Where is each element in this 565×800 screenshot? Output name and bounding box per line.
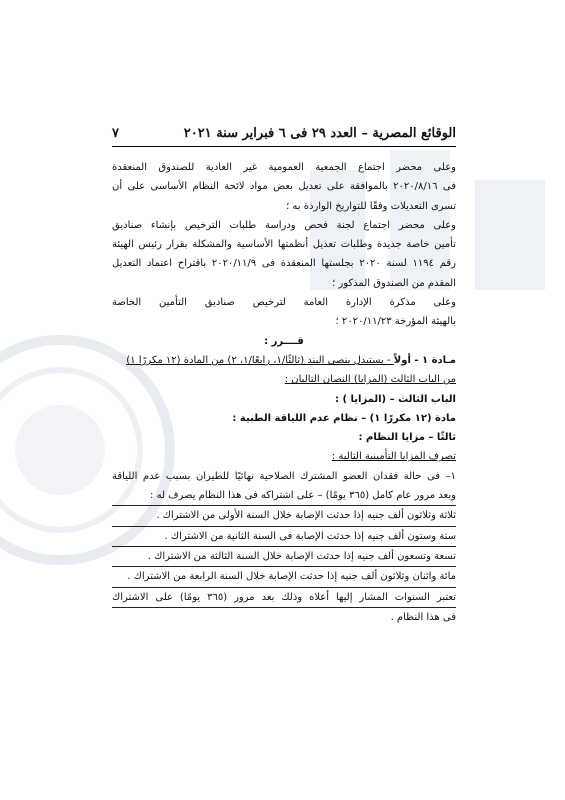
decree-heading: قــــرر :: [264, 335, 304, 347]
text-line: بالهيئة المؤرخة ٢٠٢٠/١١/٢٣ ؛: [335, 316, 456, 328]
article-12bis-heading: مادة (١٢ مكررًا ١) – نظام عدم اللياقة الطبية :: [232, 412, 456, 424]
text-line: من الباب الثالث (المزايا) النصان التاليان :: [284, 374, 456, 386]
text-line: وعلى محضر اجتماع لجنة فحص ودراسة طلبات الترخيص بإنشاء صناديق: [112, 219, 456, 231]
text-line: وعلى مذكرة الإدارة العامة لترخيص صناديق التأمين الخاصة: [112, 297, 456, 309]
text-line: تعتبر السنوات المشار إليها أعلاه وذلك بعد مرور (٣٦٥ يومًا) على الاشتراك: [112, 588, 456, 608]
text-line: تصرف المزايا التأمينية التالية :: [331, 451, 456, 463]
text-line: فى ٢٠٢٠/٨/١٦ بالموافقة على تعديل بعض مواد لائحة النظام الأساسى على أن: [112, 181, 456, 193]
article-1-text: - يستبدل بنصى البند (ثالثًا/١، رابعًا/١، ٢) من المادة (١٢ مكررًا ١): [126, 354, 394, 366]
chapter-heading: الباب الثالث – (المزايا ) :: [334, 393, 456, 405]
page-number: ٧: [112, 126, 119, 141]
list-item: ثلاثة وثلاثون ألف جنيه إذا حدثت الإصابة خلال السنة الأولى من الاشتراك .: [112, 506, 456, 526]
text-line: ١– فى حالة فقدان العضو المشترك الصلاحية نهائيًا للطيران بسبب عدم اللياقة: [112, 470, 456, 482]
list-item: ستة وستون ألف جنيه إذا حدثت الإصابة فى السنة الثانية من الاشتراك .: [112, 527, 456, 547]
article-1-line: [112, 351, 456, 370]
text-line: رقم ١١٩٤ لسنة ٢٠٢٠ بجلستها المنعقدة فى ٢٠٢٠/١١/٩ باقتراح اعتماد التعديل: [112, 258, 456, 270]
text-line: تأمين خاصة جديدة وطلبات تعديل أنظمتها الأساسية والمشكلة بقرار رئيس الهيئة: [112, 239, 456, 251]
text-line: وبعد مرور عام كامل (٣٦٥ يومًا) – على اشتراكه فى هذا النظام يصرف له :: [112, 486, 456, 506]
list-item: مائة واثنان وثلاثون ألف جنيه إذا حدثت الإصابة خلال السنة الرابعة من الاشتراك .: [112, 567, 456, 587]
section-heading: ثالثًا – مزايا النظام :: [358, 432, 456, 444]
gazette-title: الوقائع المصرية – العدد ٢٩ فى ٦ فبراير سنة ٢٠٢١: [183, 126, 456, 141]
text-line: تسرى التعديلات وفقًا للتواريخ الواردة به ؛: [286, 200, 456, 212]
list-item: تسعة وتسعون ألف جنيه إذا حدثت الإصابة خلال السنة الثالثة من الاشتراك .: [112, 547, 456, 567]
document-body: [112, 158, 456, 627]
text-line: فى هذا النظام .: [390, 611, 456, 623]
text-line: المقدم من الصندوق المذكور ؛: [332, 277, 456, 289]
article-1-heading: مـادة ١ - أولاً: [393, 354, 456, 366]
page-header: [112, 124, 456, 147]
text-line: وعلى محضر اجتماع الجمعية العمومية غير العادية للصندوق المنعقدة: [112, 162, 456, 173]
